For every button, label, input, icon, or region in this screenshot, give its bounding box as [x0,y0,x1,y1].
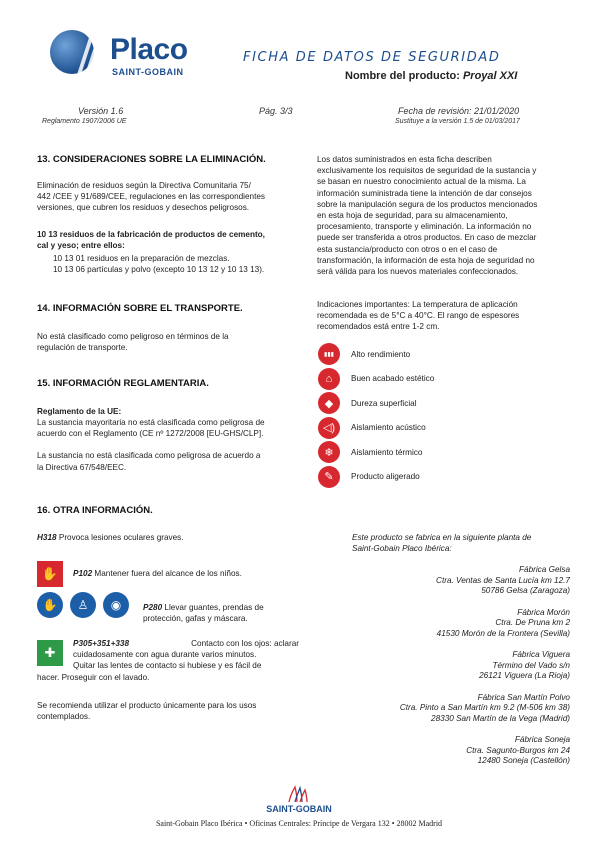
revision-date: Fecha de revisión: 21/01/2020 [398,106,520,116]
feature-label: Dureza superficial [351,398,417,408]
section-16-heading: 16. OTRA INFORMACIÓN. [37,505,153,516]
p305-text: hacer. Proseguir con el lavado. [37,672,150,682]
indication-line: recomendada es de 5°C a 40°C. El rango de espesores [317,311,520,321]
saint-gobain-logo-icon [286,785,312,803]
page-number: Pág. 3/3 [259,106,293,116]
goggles-mask-icon: ◉ [103,592,129,618]
plant-address-line: 26121 Viguera (La Rioja) [479,671,570,680]
plant-address-line: Ctra. De Pruna km 2 [495,618,570,627]
performance-icon: ▮▮▮ [318,343,340,365]
p305-text: cuidadosamente con agua durante varios minutos. [73,650,257,660]
feature-label: Producto aligerado [351,472,420,482]
plant-name: Fábrica Viguera [512,650,570,659]
diamond-icon: ◆ [318,392,340,414]
footer-address: Saint-Gobain Placo Ibérica • Oficinas Centrales: Príncipe de Vergara 132 • 28002 Madrid [155,819,443,828]
eye-wash-icon: ✚ [37,640,63,666]
s15-line: La sustancia mayoritaria no está clasificada como peligrosa de [37,418,265,427]
snowflake-icon: ❄ [318,441,340,463]
feature-list [318,342,568,489]
section-14-text [37,331,229,353]
h318-text: Provoca lesiones oculares graves. [56,533,184,542]
replaces-version: Sustituye a la versión 1.5 de 01/03/2017 [395,118,520,125]
s13-sub-line: 10 13 residuos de la fabricación de productos de cemento, [37,230,265,239]
list-item: 10 13 06 partículas y polvo (excepto 10 13 12 y 10 13 13). [53,265,265,275]
s15-line: acuerdo con el Reglamento (CE nº 1272/2008 [EU-GHS/CLP]. [37,429,264,439]
p102-code: P102 [73,569,93,578]
p305-code: P305+351+338 [73,639,130,648]
recommendation [37,700,256,722]
feature-label: Aislamiento térmico [351,447,423,457]
disclaimer-line: exclusivamente los requisitos de seguridad de la sustancia y [317,166,537,176]
p280-text: Llevar guantes, prendas de [162,603,264,612]
product-name: Proyal XXI [462,70,518,82]
s13-line: Eliminación de residuos según la Directiva Comunitaria 75/ [37,181,251,190]
h318-code: H318 [37,533,57,542]
no-children-icon: ✋ [37,561,63,587]
s13-sub-line: cal y yeso; entre ellos: [37,241,125,251]
speaker-icon: ◁) [318,417,340,439]
section-13-list [53,253,264,275]
feature-item [318,391,568,416]
section-15-heading: 15. INFORMACIÓN REGLAMENTARIA. [37,378,209,389]
plant-name: Fábrica Gelsa [519,565,570,574]
section-13-text [37,180,299,214]
plant-address-line: Ctra. Ventas de Santa Lucía km 12.7 [436,575,570,585]
placo-logo-word: Placo [110,33,188,66]
disclaimer-line: sobre la manipulación segura de los productos mencionados [317,199,538,209]
p305-text: Quitar las lentes de contacto si hubiese y es fácil de [73,661,262,671]
indication-line: recomendados está entre 1-2 cm. [317,322,440,332]
house-finish-icon: ⌂ [318,368,340,390]
version: Versión 1.6 [78,106,124,116]
p280-statement [143,602,264,624]
disclaimer-line: puede ser transferida a otros productos. En caso de mezclar [317,233,537,243]
feature-label: Alto rendimiento [351,349,411,359]
plant-name: Fábrica Soneja [514,735,570,744]
gloves-icon: ✋ [37,592,63,618]
p305-text: Contacto con los ojos: aclarar [191,639,299,648]
plant-name: Fábrica San Martín Polvo [477,692,570,702]
p280-code: P280 [143,603,163,612]
plant-intro [352,533,531,554]
plant-name: Fábrica Morón [517,607,570,617]
plant-entry [340,565,570,597]
feather-icon: ✎ [318,466,340,488]
rec-line: contemplados. [37,712,91,722]
regulation: Reglamento 1907/2006 UE [42,118,127,125]
h318-statement [37,532,184,543]
s15-line: la Directiva 67/548/EEC. [37,462,127,472]
disclaimer-line: información suministrada tiene la intención de dar consejos [317,188,532,198]
placo-logo-bars [82,28,106,78]
section-13-heading: 13. CONSIDERACIONES SOBRE LA ELIMINACIÓN. [37,154,266,165]
section-13-subheading [37,229,265,251]
disclaimer-line: se basan en nuestro conocimiento actual de la misma. La [317,177,526,187]
plant-intro-line: Este producto se fabrica en la siguiente planta de [352,533,532,542]
disclaimer-paragraph [317,154,569,277]
plant-entry [340,735,570,767]
disclaimer-line: esta sustancia/producto con otros o en el caso de [317,244,498,254]
plant-address-line: Ctra. Pinto a San Martín km 9.2 (M-506 km 38) [399,703,570,712]
s14-line: regulación de transporte. [37,343,128,353]
product-name-line [345,70,517,82]
plant-address-line: Término del Vado s/n [492,660,570,670]
indication-line: Indicaciones importantes: La temperatura de aplicación [317,300,518,309]
feature-item [318,440,568,465]
plant-address-line: 50786 Gelsa (Zaragoza) [481,586,570,595]
protective-clothing-icon: ♙ [70,592,96,618]
disclaimer-line: será válida para los nuevos materiales confeccionados. [317,267,519,277]
plant-entry [340,693,570,725]
plant-address-line: 12480 Soneja (Castellón) [477,756,570,765]
plant-entry [340,650,570,682]
feature-item [318,342,568,367]
plant-address-line: Ctra. Sagunto-Burgos km 24 [466,745,570,755]
s13-line: 442 /CEE y 91/689/CEE, regulaciones en las correspondientes [37,192,266,202]
feature-label: Aislamiento acústico [351,423,426,433]
feature-label: Buen acabado estético [351,374,435,384]
disclaimer-line: en esta hoja de seguridad, para su almacenamiento, [317,211,508,221]
document-title: FICHA DE DATOS DE SEGURIDAD [243,50,501,65]
placo-logo-sub: SAINT-GOBAIN [112,67,184,77]
p102-statement [73,568,242,579]
disclaimer-line: Los datos suministrados en esta ficha describen [317,155,492,164]
product-label: Nombre del producto: [345,70,463,82]
rec-line: Se recomienda utilizar el producto únicamente para los usos [37,701,257,710]
p102-text: Mantener fuera del alcance de los niños. [92,569,242,578]
feature-item [318,367,568,392]
p305-statement [37,638,299,683]
important-indications [317,299,569,333]
s14-line: No está clasificado como peligroso en términos de la [37,332,229,341]
plant-intro-line: Saint-Gobain Placo Ibérica: [352,543,452,553]
plant-entry [340,608,570,640]
plant-address-line: 41530 Morón de la Frontera (Sevilla) [436,628,570,638]
plant-address-line: 28330 San Martín de la Vega (Madrid) [431,713,570,723]
section-15-text [37,417,265,473]
feature-item [318,465,568,490]
disclaimer-line: procesamiento, transporte y eliminación. La información no [317,222,532,232]
p280-text: protección, gafas y máscara. [143,614,248,624]
disclaimer-line: transformación, la información de esta hoja de seguridad no [317,255,535,265]
section-15-subheading: Reglamento de la UE: [37,407,122,416]
feature-item [318,416,568,441]
section-14-heading: 14. INFORMACIÓN SOBRE EL TRANSPORTE. [37,303,243,314]
saint-gobain-wordmark: SAINT-GOBAIN [266,804,332,814]
list-item: 10 13 01 residuos en la preparación de mezclas. [53,254,230,263]
plant-list [340,565,570,778]
s13-line: versiones, que cubren los residuos y desechos peligrosos. [37,203,250,213]
s15-line: La sustancia no está clasificada como peligrosa de acuerdo a [37,451,261,461]
